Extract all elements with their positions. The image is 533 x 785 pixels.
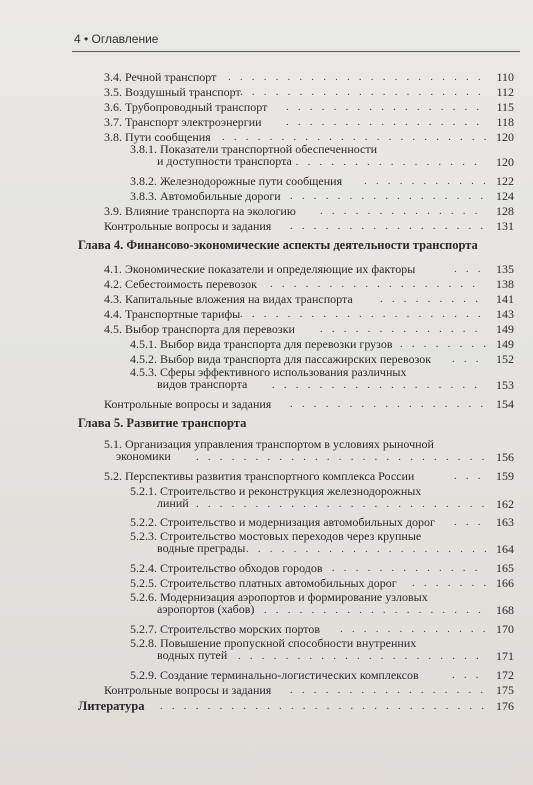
toc-page-number: 153 [496, 378, 514, 392]
toc-page-number: 156 [496, 450, 514, 464]
toc-entry-title: 3.4. Речной транспорт [104, 70, 217, 84]
toc-page-number: 165 [496, 561, 514, 575]
toc-page-number: 149 [496, 337, 514, 351]
leader-dots: . . . . . . . . . . . . . . . . . . [272, 379, 481, 391]
leader-dots: . . . . . . . . . . . . . . [320, 323, 481, 335]
leader-dots: . . . . . . . . . . . . . [340, 623, 489, 635]
leader-dots: . . . . . . . . . . . [364, 175, 489, 187]
toc-entry-title: Контрольные вопросы и задания [104, 219, 272, 233]
toc-page-number: 176 [496, 699, 514, 713]
toc-page-number: 166 [496, 576, 514, 590]
toc-page-number: 149 [496, 322, 514, 336]
leader-dots: . . . . . . . . . . . . . . . . . . . . . . [228, 71, 484, 83]
toc-entry-title: 5.2.7. Строительство морских портов [130, 622, 321, 636]
toc-entry-title-continued: экономики [116, 449, 171, 463]
toc-entry-title-continued: водные преграды [157, 541, 246, 555]
leader-dots: . . . . . . . . . . . . . . . . . . . . . [238, 650, 482, 662]
toc-page-number: 159 [496, 469, 514, 483]
toc-entry-title: 3.8.2. Железнодорожные пути сообщения [130, 174, 343, 188]
leader-dots: . . . . . . . . . . . . . . . . . [286, 116, 483, 128]
toc-entry-title: 4.5.3. Сферы эффективного использования различных [130, 365, 407, 379]
toc-entry-title: Глава 5. Развитие транспорта [78, 416, 247, 430]
leader-dots: . . . . . . . . . . . . . . . . . . . . . [240, 308, 484, 320]
leader-dots: . . . [454, 470, 484, 482]
leader-dots: . . . . . . . . . . . . . . . . . . . . . . . [222, 131, 490, 143]
leader-dots: . . . . . . . . . [380, 293, 482, 305]
toc-entry-title: 3.8. Пути сообщения [104, 130, 211, 144]
toc-entry-title: 4.5. Выбор транспорта для перевозки [104, 322, 295, 336]
toc-page-number: 135 [496, 262, 514, 276]
toc-entry-title: 3.7. Транспорт электроэнергии [104, 115, 262, 129]
leader-dots: . . . . . . . . . . . . . . . . . . . . . . . . . . . . [160, 700, 488, 712]
toc-page-number: 120 [496, 155, 514, 169]
toc-entry-title: 5.2.3. Строительство мостовых переходов через крупные [130, 529, 422, 543]
toc-entry-title: 4.3. Капитальные вложения на видах транспорта [104, 292, 353, 306]
toc-page-number: 138 [496, 277, 514, 291]
leader-dots: . . . . . . . [412, 577, 490, 589]
running-header: 4 • Оглавление [74, 32, 159, 46]
toc-entry-title: 4.1. Экономические показатели и определяющие их факторы [104, 262, 416, 276]
toc-entry-title: 4.5.1. Выбор вида транспорта для перевозки грузов [130, 337, 393, 351]
toc-page-number: 143 [496, 307, 514, 321]
leader-dots: . . . . . . . . . . . . . . . . . . . . . . . . . [196, 451, 488, 463]
leader-dots: . . . . . . . . . . . . . . [320, 205, 481, 217]
toc-page-number: 118 [496, 115, 514, 129]
toc-entry-title: 5.2.8. Повышение пропускной способности внутренних [130, 636, 417, 650]
leader-dots: . . . . . . . . . . . . . . . . . . . . [248, 156, 481, 168]
toc-entry-title: 5.2. Перспективы развития транспортного комплекса России [104, 469, 415, 483]
leader-dots: . . . . . . . . . . . . . . . . . . . . [252, 604, 485, 616]
leader-dots: . . . . . . . . . . . . . . . . . [290, 684, 487, 696]
toc-page-number: 110 [496, 70, 514, 84]
toc-page-number: 162 [496, 497, 514, 511]
leader-dots: . . . [454, 263, 484, 275]
toc-page-number: 115 [496, 100, 514, 114]
toc-entry-title: 5.1. Организация управления транспортом в условиях рыночной [104, 437, 434, 451]
leader-dots: . . . . . . . . . . . . . . . . . . . . . . . . . [196, 498, 488, 510]
toc-page-number: 154 [496, 397, 514, 411]
toc-page-number: 171 [496, 649, 514, 663]
toc-page-number: 175 [496, 683, 514, 697]
leader-dots: . . . . . . . . . . . . . . . . . [290, 220, 487, 232]
toc-entry-title: 3.6. Трубопроводный транспорт [104, 100, 268, 114]
toc-entry-title: 5.2.9. Создание терминально-логистических комплексов [130, 668, 419, 682]
toc-entry-title: 5.2.4. Строительство обходов городов [130, 561, 323, 575]
leader-dots: . . . . . . . . . . . . . . . . . . . . . [246, 543, 490, 555]
leader-dots: . . . . . . . . . . . . . . . . . . [270, 278, 479, 290]
leader-dots: . . . [452, 669, 482, 681]
leader-dots: . . . [452, 353, 482, 365]
toc-entry-title: 5.2.6. Модернизация аэропортов и формирование узловых [130, 590, 428, 604]
toc-entry-title: 5.2.1. Строительство и реконструкция железнодорожных [130, 484, 422, 498]
toc-entry-title-continued: и доступности транспорта [157, 154, 292, 168]
toc-page-number: 131 [496, 219, 514, 233]
toc-page-number: 164 [496, 542, 514, 556]
toc-entry-title: 5.2.2. Строительство и модернизация автомобильных дорог [130, 515, 435, 529]
leader-dots: . . . [454, 516, 484, 528]
toc-entry-title-continued: аэропортов (хабов) [157, 602, 255, 616]
toc-entry-title: Глава 4. Финансово-экономические аспекты деятельности транспорта [78, 238, 478, 252]
toc-entry-title: 3.8.3. Автомобильные дороги [130, 189, 281, 203]
chapter-heading[interactable] [78, 417, 514, 430]
toc-entry-title: 5.2.5. Строительство платных автомобильных дорог [130, 576, 397, 590]
toc-entry-title: 4.5.2. Выбор вида транспорта для пассажирских перевозок [130, 352, 432, 366]
toc-entry-title-continued: водных путей [157, 648, 228, 662]
chapter-heading[interactable] [78, 239, 514, 252]
toc-page-number: 152 [496, 352, 514, 366]
toc-entry-title: Литература [78, 699, 145, 713]
header-rule [72, 51, 520, 52]
leader-dots: . . . . . . . . . . . . . . . . . [290, 190, 487, 202]
toc-entry-title: 3.9. Влияние транспорта на экологию [104, 204, 296, 218]
toc-page-number: 120 [496, 130, 514, 144]
toc-page-number: 163 [496, 515, 514, 529]
toc-page-number: 168 [496, 603, 514, 617]
leader-dots: . . . . . . . . . . . . . . [320, 562, 481, 574]
toc-entry-title: 4.4. Транспортные тарифы [104, 307, 241, 321]
toc-page-number: 122 [496, 174, 514, 188]
toc-page-number: 124 [496, 189, 514, 203]
toc-entry-title-continued: линий [157, 496, 189, 510]
leader-dots: . . . . . . . . . . . . . . . . . [290, 398, 487, 410]
toc-page-number: 172 [496, 668, 514, 682]
toc-entry-title: 3.8.1. Показатели транспортной обеспеченности [130, 142, 378, 156]
toc-page-number: 141 [496, 292, 514, 306]
leader-dots: . . . . . . . . . . . . . . . . . . . . . [240, 86, 484, 98]
toc-page-number: 128 [496, 204, 514, 218]
toc-entry-title: Контрольные вопросы и задания [104, 683, 272, 697]
toc-page-number: 112 [496, 85, 514, 99]
toc-entry-title: 3.5. Воздушный транспорт [104, 85, 241, 99]
toc-entry-title-continued: видов транспорта [157, 377, 248, 391]
toc-entry-title: Контрольные вопросы и задания [104, 397, 272, 411]
leader-dots: . . . . . . . . . . . . . . . . . [286, 101, 483, 113]
toc-entry-title: 4.2. Себестоимость перевозок [104, 277, 257, 291]
leader-dots: . . . . . . . . [400, 338, 490, 350]
toc-page-number: 170 [496, 622, 514, 636]
